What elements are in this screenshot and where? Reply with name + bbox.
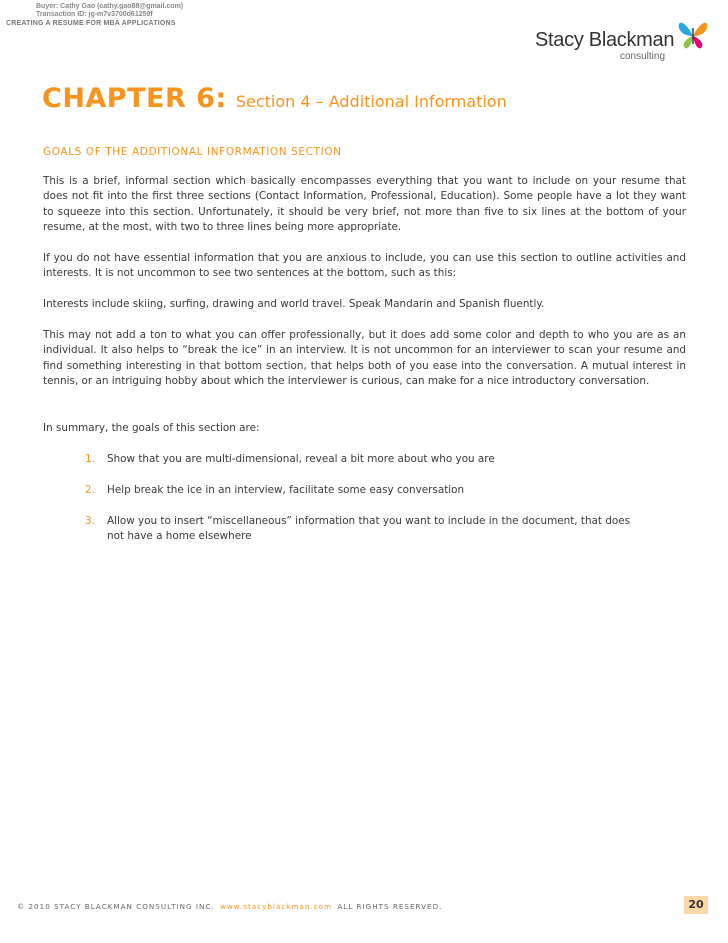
brand-logo — [535, 16, 715, 70]
butterfly-icon — [675, 18, 711, 50]
list-text: Help break the ice in an interview, facilitate some easy conversation — [107, 484, 465, 496]
chapter-subtitle: Section 4 – Additional Information — [235, 92, 507, 111]
chapter-title — [42, 83, 507, 114]
watermark-transaction: Transaction ID: jg-m7v3700d61259f — [36, 11, 153, 18]
list-text: Show that you are multi-dimensional, reveal a bit more about who you are — [107, 453, 495, 465]
watermark-buyer: Buyer: Cathy Gao (cathy.gao88@gmail.com) — [36, 3, 184, 10]
paragraph: If you do not have essential information that you are anxious to include, you can use this section to outline activities and interests. It is not uncommon to see two sentences at the bottom, such as this: — [43, 252, 686, 280]
list-text: Allow you to insert “miscellaneous” information that you want to include in the document, that does not have a home elsewhere — [107, 515, 631, 543]
list-number: 2. — [85, 484, 95, 496]
footer-rights: ALL RIGHTS RESERVED. — [337, 902, 443, 911]
section-heading: GOALS OF THE ADDITIONAL INFORMATION SECTION — [43, 146, 342, 158]
paragraph: This may not add a ton to what you can offer professionally, but it does add some color and depth to who you are as an individual. It also helps to “break the ice” in an interview. It is not uncommon for an interviewer to scan your resume and find something interesting in that bottom section, that helps both of you ease into the conversation. A mutual interest in tennis, or an intriguing hobby about which the interviewer is curious, can make for a nice introductory conversation. — [43, 329, 686, 387]
chapter-label: CHAPTER 6: — [42, 83, 227, 114]
list-number: 3. — [85, 515, 95, 527]
paragraph: In summary, the goals of this section are: — [43, 422, 260, 434]
logo-subtitle: consulting — [620, 51, 666, 62]
paragraph: Interests include skiing, surfing, drawing and world travel. Speak Mandarin and Spanish fluently. — [43, 298, 545, 310]
paragraph: This is a brief, informal section which basically encompasses everything that you want to include on your resume that does not fit into the first three sections (Contact Information, Professional, Education). Some people have a lot they want to squeeze into this section. Unfortunately, it should be very brief, not more than five to six lines at the bottom of your resume, at the most, with two to three lines being more appropriate. — [43, 175, 686, 233]
footer-copyright: © 2010 STACY BLACKMAN CONSULTING INC. — [17, 902, 215, 911]
list-number: 1. — [85, 453, 95, 465]
page-number: 20 — [684, 896, 708, 914]
running-header: CREATING A RESUME FOR MBA APPLICATIONS — [6, 20, 176, 27]
footer-url-link[interactable]: www.stacyblackman.com — [219, 902, 333, 911]
logo-name: Stacy Blackman — [535, 29, 675, 51]
watermark — [36, 3, 183, 19]
footer — [17, 902, 442, 911]
